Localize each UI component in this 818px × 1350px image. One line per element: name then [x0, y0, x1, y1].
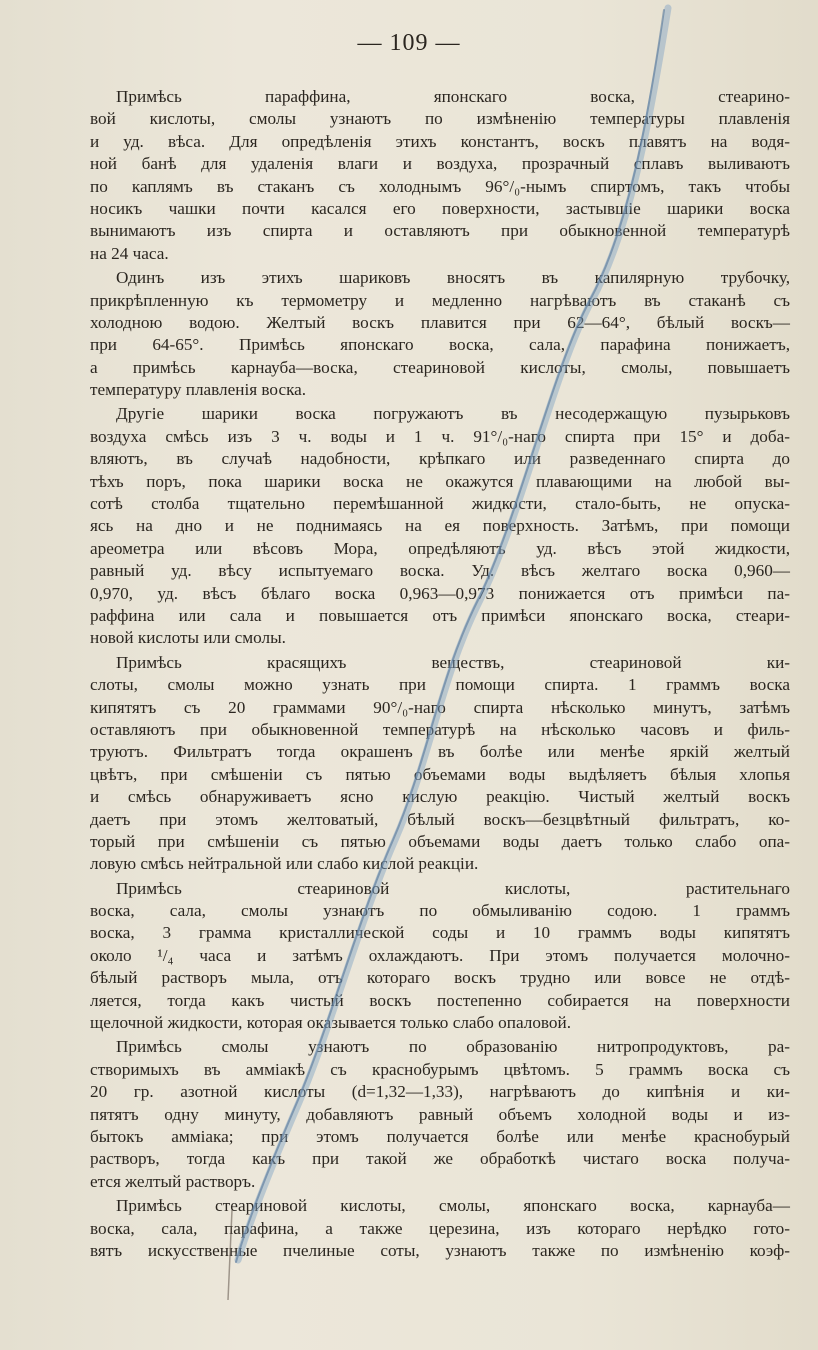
text-line: Примѣсь паpаффина, японскаго воска, стеарино-	[116, 87, 790, 106]
text-line: вой кислоты, смолы узнаютъ по измѣненію температуры плавленія	[90, 109, 790, 129]
text-line: ляется, тогда какъ чистый воскъ постепенно собирается на поверхности	[90, 990, 790, 1010]
text-line: около ¹/₄ часа и затѣмъ охлаждаютъ. При этомъ получается молочно-	[90, 945, 790, 965]
text-line: тѣхъ поръ, пока шарики воска не окажутся плавающими на любой вы-	[90, 471, 790, 491]
text-line: ной банѣ для удаленія влаги и воздуха, прозрачный сплавъ выливаютъ	[90, 154, 790, 174]
paragraph-7	[90, 1195, 790, 1262]
text-line: температуру плавленія воска.	[90, 380, 307, 400]
text-line: и уд. вѣса. Для опредѣленія этихъ константъ, воскъ плавятъ на водя-	[90, 131, 790, 151]
text-line: Другіе шарики воска погружаютъ въ несодержащую пузырьковъ	[116, 404, 790, 424]
paragraph-5	[90, 878, 790, 1035]
text-line: кипятятъ съ 20 граммами 90°/₀-наго спирта нѣсколько минутъ, затѣмъ	[90, 697, 790, 717]
text-line: воска, сала, смолы узнаютъ по обмыливанію содою. 1 граммъ	[90, 901, 790, 921]
paragraph-1	[90, 86, 790, 265]
text-line: пятятъ одну минуту, добавляютъ равный объемъ холодной воды и из-	[90, 1104, 790, 1124]
text-line: ется желтый растворъ.	[90, 1171, 256, 1191]
page-body	[90, 86, 790, 1262]
text-line: слоты, смолы можно узнать при помощи спирта. 1 граммъ воска	[90, 675, 790, 695]
text-line: по каплямъ въ стаканъ съ холоднымъ 96°/₀-нымъ спиртомъ, такъ чтобы	[90, 176, 790, 196]
paragraph-3	[90, 403, 790, 649]
paragraph-4	[90, 652, 790, 876]
text-line: воска, 3 грамма кристаллической соды и 10 граммъ воды кипятятъ	[90, 923, 790, 943]
text-line: Одинъ изъ этихъ шариковъ вносятъ въ капилярную трубочку,	[116, 268, 790, 288]
text-line: Примѣсь стеариновой кислоты, смолы, японскаго воска, карнауба—	[116, 1196, 790, 1216]
text-line: ясь на дно и не поднимаясь на ея поверхность. Затѣмъ, при помощи	[90, 516, 790, 536]
text-line: 0,970, уд. вѣсъ бѣлаго воска 0,963—0,973 понижается отъ примѣси па-	[90, 583, 790, 603]
text-line: вляютъ, въ случаѣ надобности, крѣпкаго или разведеннаго спирта до	[90, 449, 790, 469]
text-line: ловую смѣсь нейтральной или слабо кислой реакціи.	[90, 854, 479, 874]
text-line: Примѣсь красящихъ веществъ, стеариновой ки-	[116, 652, 790, 672]
text-line: Примѣсь стеариновой кислоты, растительнаго	[116, 878, 790, 898]
text-line: труютъ. Фильтратъ тогда окрашенъ въ болѣе или менѣе яркій желтый	[90, 742, 790, 762]
text-line: цвѣтъ, при смѣшеніи съ пятью объемами воды выдѣляетъ бѣлыя хлопья	[90, 764, 790, 784]
paragraph-2	[90, 267, 790, 401]
paragraph-6	[90, 1036, 790, 1193]
text-line: вынимаютъ изъ спирта и оставляютъ при обыкновенной температурѣ	[90, 221, 790, 241]
text-line: сотѣ столба тщательно перемѣшанной жидкости, стало-быть, не опуска-	[90, 494, 790, 514]
text-line: даетъ при этомъ желтоватый, бѣлый воскъ—безцвѣтный фильтратъ, ко-	[90, 809, 790, 829]
text-line: бытокъ амміака; при этомъ получается болѣе или менѣе краснобурый	[90, 1126, 790, 1146]
text-line: холодною водою. Желтый воскъ плавится при 62—64°, бѣлый воскъ—	[90, 312, 790, 332]
text-line: носикъ чашки почти касался его поверхности, застывшіе шарики воска	[90, 198, 790, 218]
text-line: торый при смѣшеніи съ пятью объемами воды даетъ только слабо опа-	[90, 831, 790, 851]
text-line: ареометра или вѣсовъ Мора, опредѣляютъ уд. вѣсъ этой жидкости,	[90, 538, 790, 558]
text-line: и смѣсь обнаруживаетъ ясно кислую реакцію. Чистый желтый воскъ	[90, 787, 790, 807]
text-line: оставляютъ при обыкновенной температурѣ на нѣсколько часовъ и филь-	[90, 719, 790, 739]
text-line: бѣлый растворъ мыла, отъ котораго воскъ трудно или вовсе не отдѣ-	[90, 968, 790, 988]
text-line: равный уд. вѣсу испытуемаго воска. Уд. вѣсъ желтаго воска 0,960—	[90, 561, 790, 581]
text-line: воска, сала, парафина, а также церезина, изъ котораго нерѣдко гото-	[90, 1218, 790, 1238]
text-line: раффина или сала и повышается отъ примѣси японскаго воска, стеари-	[90, 605, 790, 625]
text-line: прикрѣпленную къ термометру и медленно нагрѣваютъ въ стаканѣ съ	[90, 290, 790, 310]
text-line: Примѣсь смолы узнаютъ по образованію нитропродуктовъ, ра-	[116, 1037, 790, 1057]
text-line: новой кислоты или смолы.	[90, 628, 286, 648]
page-number: — 109 —	[357, 30, 461, 56]
text-line: на 24 часа.	[90, 243, 169, 263]
text-line: а примѣсь карнауба—воска, стеариновой кислоты, смолы, повышаетъ	[90, 357, 790, 377]
text-line: 20 гр. азотной кислоты (d=1,32—1,33), нагрѣваютъ до кипѣнія и ки-	[90, 1082, 790, 1102]
text-line: вятъ искусственные пчелиные соты, узнаютъ также по измѣненію коэф-	[90, 1240, 790, 1260]
text-line: растворъ, тогда какъ при такой же обработкѣ чистаго воска получа-	[90, 1149, 790, 1169]
text-line: створимыхъ въ амміакѣ съ краснобурымъ цвѣтомъ. 5 граммъ воска съ	[90, 1059, 790, 1079]
text-line: щелочной жидкости, которая оказывается только слабо опаловой.	[90, 1013, 571, 1033]
text-line: воздуха смѣсь изъ 3 ч. воды и 1 ч. 91°/₀-наго спирта при 15° и доба-	[90, 426, 790, 446]
text-line: при 64-65°. Примѣсь японскаго воска, сала, парафина понижаетъ,	[90, 335, 790, 355]
